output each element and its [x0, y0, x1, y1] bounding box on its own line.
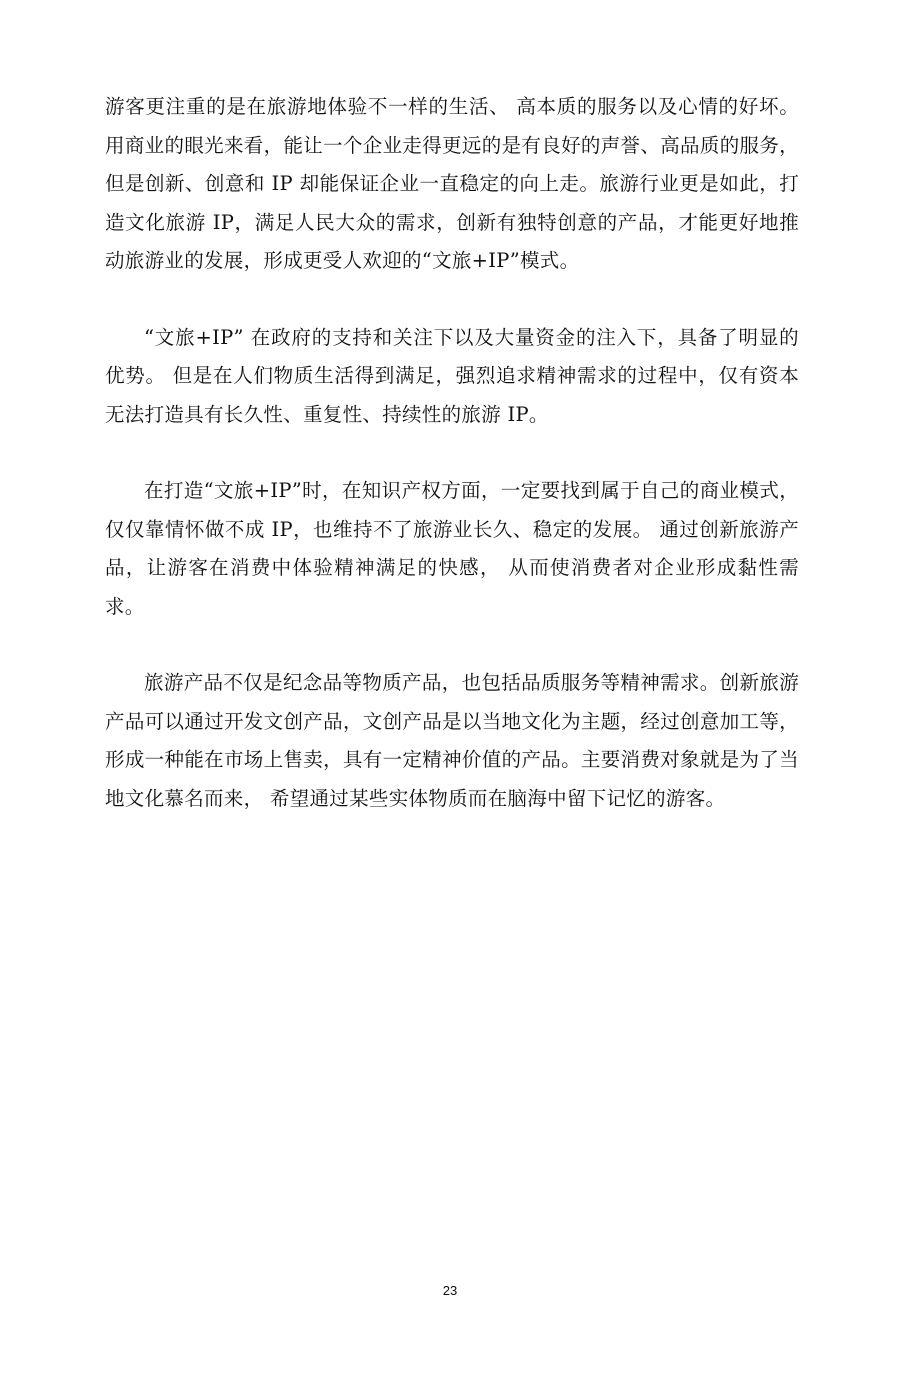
paragraph-1: 游客更注重的是在旅游地体验不一样的生活、 高本质的服务以及心情的好坏。用商业的眼光来看，能让一个企业走得更远的是有良好的声誉、高品质的服务，但是创新、创意和 IP 却能保证企业一直稳定的向上走。旅游行业更是如此，打造文化旅游 IP，满足人民大众的需求，创新有独特创意的产品，才能更好地推动旅游业的发展，形成更受人欢迎的“文旅+IP”模式。 — [105, 95, 799, 272]
page-number: 23 — [442, 1283, 458, 1298]
paragraph-4: 旅游产品不仅是纪念品等物质产品，也包括品质服务等精神需求。创新旅游产品可以通过开发文创产品，文创产品是以当地文化为主题，经过创意加工等，形成一种能在市场上售卖，具有一定精神价值的产品。主要消费对象就是为了当地文化慕名而来， 希望通过某些实体物质而在脑海中留下记忆的游客。 — [105, 671, 799, 810]
document-body — [105, 88, 799, 818]
paragraph-2: “文旅+IP” 在政府的支持和关注下以及大量资金的注入下，具备了明显的优势。 但是在人们物质生活得到满足，强烈追求精神需求的过程中，仅有资本无法打造具有长久性、重复性、持续性的旅游 IP。 — [105, 325, 799, 426]
paragraph-3: 在打造“文旅+IP”时，在知识产权方面，一定要找到属于自己的商业模式，仅仅靠情怀做不成 IP，也维持不了旅游业长久、稳定的发展。 通过创新旅游产品，让游客在消费中体验精神满足的快感， 从而使消费者对企业形成黏性需求。 — [105, 479, 799, 618]
